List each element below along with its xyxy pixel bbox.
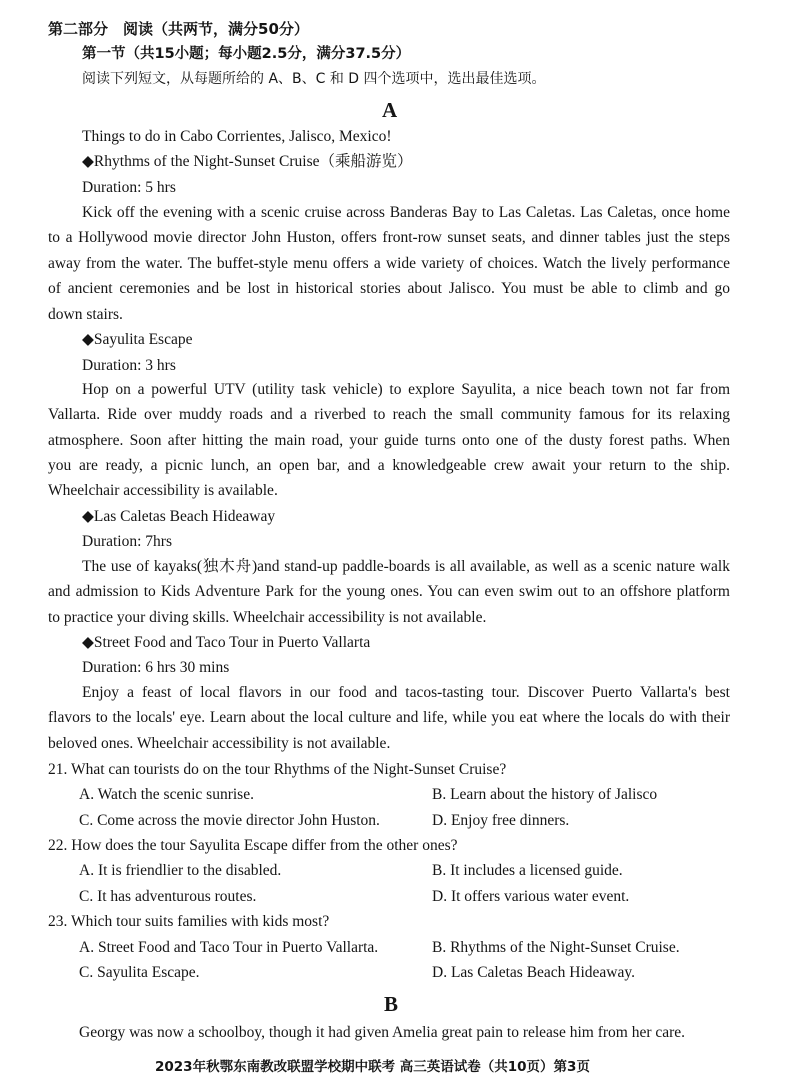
passage-b-first-line: Georgy was now a schoolboy, though it had given Amelia great pain to release him from her care. [79, 1024, 686, 1041]
question-option: A. Watch the scenic sunrise. [79, 786, 254, 803]
paragraph-line: to a Hollywood movie director John Huston, offers front-row sunset seats, and dinner tables just the steps [48, 229, 730, 246]
tour-duration: Duration: 7hrs [82, 533, 172, 550]
tour-name: ◆Sayulita Escape [82, 331, 193, 348]
paragraph-line: beloved ones. Wheelchair accessibility is not available. [48, 735, 391, 752]
tour-duration: Duration: 6 hrs 30 mins [82, 659, 230, 676]
paragraph-line: flavors to the locals' eye. Learn about the local culture and life, while you eat where the locals do with their [48, 709, 730, 726]
tour-name: ◆Street Food and Taco Tour in Puerto Vallarta [82, 634, 371, 651]
paragraph-line: atmosphere. Soon after hitting the main road, your guide turns onto one of the dusty forest paths. When [48, 432, 730, 449]
question-option: B. Learn about the history of Jalisco [432, 786, 658, 803]
question-stem: 22. How does the tour Sayulita Escape differ from the other ones? [48, 837, 458, 854]
page-footer: 2023年秋鄂东南教改联盟学校期中联考 高三英语试卷（共10页）第3页 [155, 1059, 590, 1075]
tour-duration: Duration: 3 hrs [82, 357, 176, 374]
passage-label-a: A [382, 98, 398, 122]
question-stem: 21. What can tourists do on the tour Rhythms of the Night-Sunset Cruise? [48, 761, 507, 778]
tour-name: ◆Las Caletas Beach Hideaway [82, 508, 276, 525]
tour-duration: Duration: 5 hrs [82, 179, 176, 196]
part-heading: 第二部分 阅读（共两节，满分50分） [48, 20, 309, 38]
question-option: C. Come across the movie director John Huston. [79, 812, 380, 829]
paragraph-line: and admission to Kids Adventure Park for the young ones. You can even swim out to an offshore platform [48, 583, 730, 600]
paragraph-line: away from the water. The buffet-style menu offers a wide variety of choices. Watch the lively performance [48, 255, 730, 272]
paragraph-line: Enjoy a feast of local flavors in our food and tacos-tasting tour. Discover Puerto Vallarta's best [82, 684, 730, 701]
paragraph-line: down stairs. [48, 306, 123, 323]
paragraph-line: Wheelchair accessibility is available. [48, 482, 278, 499]
question-option: B. It includes a licensed guide. [432, 862, 623, 879]
question-option: A. It is friendlier to the disabled. [79, 862, 282, 879]
section-heading: 第一节（共15小题；每小题2.5分，满分37.5分） [82, 46, 411, 62]
paragraph-line: The use of kayaks(独木舟)and stand-up paddle-boards is all available, as well as a scenic nature walk [82, 558, 730, 575]
paragraph-line: Kick off the evening with a scenic cruise across Banderas Bay to Las Caletas. Las Caletas, once home [82, 204, 730, 221]
passage-title: Things to do in Cabo Corrientes, Jalisco, Mexico! [82, 128, 392, 145]
question-stem: 23. Which tour suits families with kids most? [48, 913, 330, 930]
question-option: D. It offers various water event. [432, 888, 630, 905]
question-option: B. Rhythms of the Night-Sunset Cruise. [432, 939, 680, 956]
question-option: C. Sayulita Escape. [79, 964, 200, 981]
question-option: D. Las Caletas Beach Hideaway. [432, 964, 635, 981]
paragraph-line: of ancient ceremonies and be lost in historical stories about Jalisco. You must be able to climb and go [48, 280, 730, 297]
passage-label-b: B [384, 992, 399, 1016]
question-option: C. It has adventurous routes. [79, 888, 257, 905]
question-option: A. Street Food and Taco Tour in Puerto Vallarta. [79, 939, 379, 956]
paragraph-line: you are ready, a picnic lunch, an open bar, and a knowledgeable crew await your return to the ship. [48, 457, 730, 474]
instructions: 阅读下列短文，从每题所给的 A、B、C 和 D 四个选项中，选出最佳选项。 [82, 71, 546, 87]
paragraph-line: to practice your diving skills. Wheelchair accessibility is not available. [48, 609, 487, 626]
paragraph-line: Hop on a powerful UTV (utility task vehicle) to explore Sayulita, a nice beach town not far from [82, 381, 730, 398]
paragraph-line: Vallarta. Ride over muddy roads and a riverbed to reach the small community famous for its relaxing [48, 406, 730, 423]
question-option: D. Enjoy free dinners. [432, 812, 570, 829]
tour-name: ◆Rhythms of the Night-Sunset Cruise（乘船游览） [82, 153, 413, 170]
